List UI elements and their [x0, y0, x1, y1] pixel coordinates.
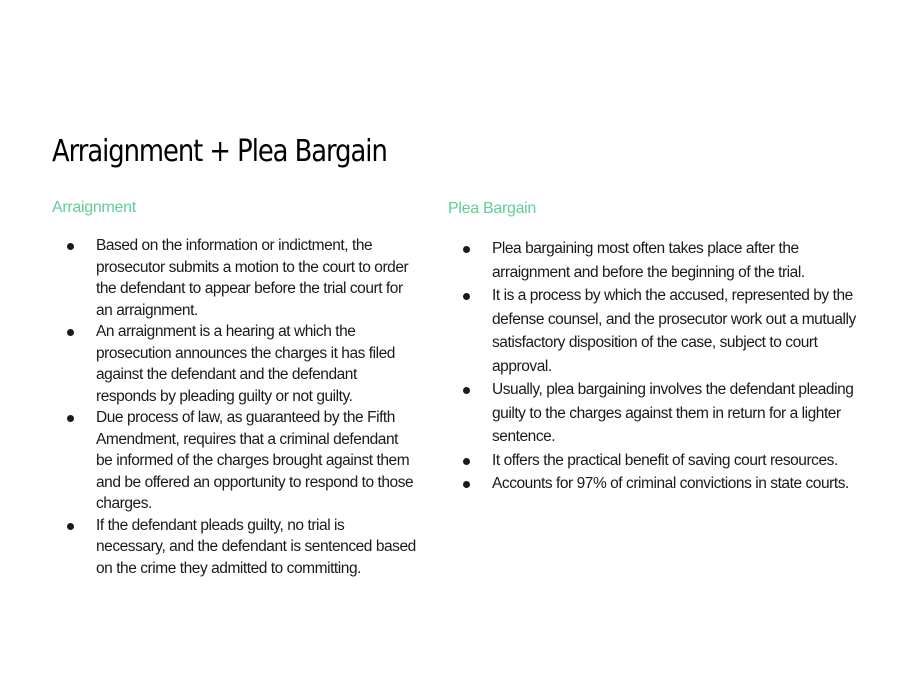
bullet-item [448, 449, 858, 473]
bullet-text: Due process of law, as guaranteed by the Fifth Amendment, requires that a criminal defendant be informed of the charges brought against them and be offered an opportunity to respond to those charges. [96, 409, 414, 512]
bullet-dot-icon [67, 243, 74, 250]
bullet-text: It offers the practical benefit of saving court resources. [492, 451, 838, 469]
plea-bargain-column [448, 198, 858, 496]
bullet-text: Accounts for 97% of criminal convictions in state courts. [492, 475, 849, 492]
bullet-text: Plea bargaining most often takes place after the arraignment and before the beginning of the trial. [492, 240, 805, 281]
bullet-text: If the defendant pleads guilty, no trial is necessary, and the defendant is sentenced based on the crime they admitted to committing. [96, 516, 416, 577]
arraignment-bullet-list [52, 235, 417, 579]
bullet-item [52, 235, 417, 321]
bullet-text: Based on the information or indictment, the prosecutor submits a motion to the court to order the defendant to appear before the trial court for an arraignment. [96, 237, 409, 319]
bullet-dot-icon [67, 415, 74, 422]
bullet-item [52, 321, 417, 407]
bullet-text: An arraignment is a hearing at which the prosecution announces the charges it has filed against the defendant and the defendant responds by pleading guilty or not guilty. [96, 323, 395, 405]
bullet-dot-icon [463, 458, 470, 465]
bullet-item [448, 237, 858, 284]
arraignment-heading: Arraignment [52, 199, 136, 216]
bullet-dot-icon [463, 387, 470, 394]
plea-bargain-heading: Plea Bargain [448, 200, 537, 217]
bullet-dot-icon [67, 329, 74, 336]
bullet-item [448, 472, 858, 496]
bullet-item [448, 378, 858, 449]
bullet-dot-icon [463, 481, 470, 488]
arraignment-column [52, 197, 417, 579]
bullet-dot-icon [463, 246, 470, 253]
plea-bargain-bullet-list [448, 237, 858, 496]
bullet-text: It is a process by which the accused, represented by the defense counsel, and the prosecutor work out a mutually satisfactory disposition of the case, subject to court approval. [492, 287, 856, 375]
bullet-item [448, 284, 858, 378]
bullet-text: Usually, plea bargaining involves the defendant pleading guilty to the charges against them in return for a lighter sentence. [492, 381, 854, 445]
bullet-dot-icon [67, 523, 74, 530]
bullet-dot-icon [463, 293, 470, 300]
bullet-item [52, 407, 417, 515]
bullet-item [52, 515, 417, 580]
slide-title: Arraignment + Plea Bargain [52, 134, 387, 169]
